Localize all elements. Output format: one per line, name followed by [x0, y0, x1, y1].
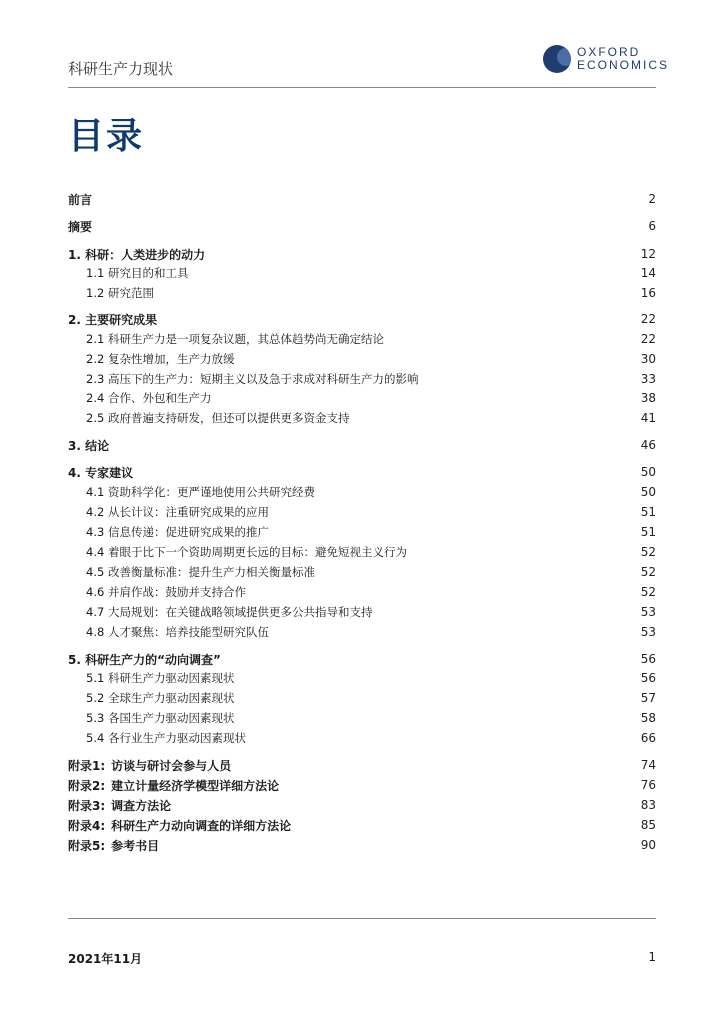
toc-entry-page: 56 [640, 671, 656, 685]
toc-entry-label: 4.4 着眼于比下一个资助周期更长远的目标：避免短视主义行为 [86, 545, 407, 559]
toc-appendix-prefix: 附录5: [68, 838, 106, 853]
footer-date: 2021年11月 [68, 952, 143, 966]
toc-entry[interactable] [68, 523, 656, 541]
toc-entry-label: 前言 [68, 192, 93, 207]
toc-entry-page: 85 [640, 818, 656, 832]
toc-entry-label: 4.5 改善衡量标准：提升生产力相关衡量标准 [86, 565, 315, 579]
oxford-economics-logo [543, 45, 669, 73]
toc-entry-label: 1.1 研究目的和工具 [86, 266, 189, 280]
toc-appendix-title: 建立计量经济学模型详细方法论 [111, 778, 280, 793]
toc-entry[interactable] [68, 623, 656, 641]
toc-entry-page: 6 [648, 219, 656, 233]
logo-globe-icon [543, 45, 571, 73]
toc-appendix-prefix: 附录2: [68, 778, 106, 793]
toc-appendix-prefix: 附录4: [68, 818, 106, 833]
toc-entry-label: 1.2 研究范围 [86, 286, 154, 300]
toc-entry-page: 16 [640, 286, 656, 300]
toc-entry-page: 12 [640, 247, 656, 261]
toc-appendix-title: 科研生产力动向调查的详细方法论 [111, 818, 292, 833]
toc-entry[interactable] [68, 836, 656, 854]
toc-entry-label [68, 817, 291, 834]
toc-entry[interactable] [68, 436, 656, 454]
toc-entry-label: 2.4 合作、外包和生产力 [86, 391, 212, 405]
toc-entry-page: 50 [640, 465, 656, 479]
toc-entry[interactable] [68, 330, 656, 348]
toc-entry[interactable] [68, 370, 656, 388]
toc-entry-label: 4.1 资助科学化：更严谨地使用公共研究经费 [86, 485, 315, 499]
toc-entry-page: 52 [640, 545, 656, 559]
toc-entry-page: 57 [640, 691, 656, 705]
toc-entry-label: 4. 专家建议 [68, 465, 134, 480]
toc-entry-page: 22 [640, 332, 656, 346]
toc-entry-page: 14 [640, 266, 656, 280]
toc-entry[interactable] [68, 563, 656, 581]
logo-line-2: ECONOMICS [577, 58, 670, 72]
toc-entry-page: 74 [640, 758, 656, 772]
toc-entry-page: 76 [640, 778, 656, 792]
toc-entry-label: 5.4 各行业生产力驱动因素现状 [86, 731, 246, 745]
toc-entry[interactable] [68, 709, 656, 727]
toc-entry-label: 5. 科研生产力的“动向调查” [68, 652, 221, 667]
toc-entry-label [68, 777, 279, 794]
toc-entry[interactable] [68, 603, 656, 621]
toc-entry-page: 30 [640, 352, 656, 366]
toc-appendix-title: 调查方法论 [111, 798, 172, 813]
toc-entry-page: 50 [640, 485, 656, 499]
toc-entry[interactable] [68, 389, 656, 407]
toc-entry-label: 3. 结论 [68, 438, 110, 453]
toc-entry-page: 56 [640, 652, 656, 666]
toc-appendix-title: 访谈与研讨会参与人员 [111, 758, 232, 773]
toc-entry-page: 52 [640, 565, 656, 579]
toc-entry-page: 66 [640, 731, 656, 745]
page-title: 目录 [68, 116, 145, 157]
toc-entry-label: 4.3 信息传递：促进研究成果的推广 [86, 525, 269, 539]
toc-entry[interactable] [68, 776, 656, 794]
header-title: 科研生产力现状 [68, 60, 174, 78]
toc-entry[interactable] [68, 729, 656, 747]
toc-entry[interactable] [68, 543, 656, 561]
toc-entry[interactable] [68, 483, 656, 501]
toc-entry[interactable] [68, 284, 656, 302]
toc-entry[interactable] [68, 245, 656, 263]
toc-entry[interactable] [68, 409, 656, 427]
toc-entry-label: 4.2 从长计议：注重研究成果的应用 [86, 505, 269, 519]
toc-entry-label: 2.2 复杂性增加，生产力放缓 [86, 352, 235, 366]
toc-entry-label: 1. 科研：人类进步的动力 [68, 247, 206, 262]
toc-entry[interactable] [68, 650, 656, 668]
toc-entry[interactable] [68, 503, 656, 521]
toc-entry[interactable] [68, 190, 656, 208]
header-divider [68, 87, 656, 88]
toc-appendix-prefix: 附录1: [68, 758, 106, 773]
toc-entry-label [68, 757, 231, 774]
toc-entry-page: 53 [640, 605, 656, 619]
footer-divider [68, 918, 656, 919]
toc-appendix-title: 参考书目 [111, 838, 160, 853]
toc-entry-label: 4.7 大局规划：在关键战略领域提供更多公共指导和支持 [86, 605, 373, 619]
toc-entry[interactable] [68, 264, 656, 282]
toc-entry-page: 52 [640, 585, 656, 599]
logo-line-1: OXFORD [577, 45, 641, 59]
toc-entry-page: 2 [648, 192, 656, 206]
toc-entry-label: 4.6 并肩作战：鼓励并支持合作 [86, 585, 246, 599]
toc-entry-page: 33 [640, 372, 656, 386]
toc-entry-label: 2.3 高压下的生产力：短期主义以及急于求成对科研生产力的影响 [86, 372, 419, 386]
toc-entry-page: 41 [640, 411, 656, 425]
toc-entry[interactable] [68, 816, 656, 834]
toc-entry-page: 22 [640, 312, 656, 326]
toc-entry-page: 38 [640, 391, 656, 405]
toc-entry[interactable] [68, 217, 656, 235]
toc-entry-label: 2.5 政府普遍支持研发，但还可以提供更多资金支持 [86, 411, 350, 425]
toc-entry-label: 摘要 [68, 219, 93, 234]
toc-entry-page: 83 [640, 798, 656, 812]
toc-entry[interactable] [68, 583, 656, 601]
toc-entry-page: 46 [640, 438, 656, 452]
footer-page-number: 1 [648, 950, 656, 964]
toc-entry[interactable] [68, 310, 656, 328]
toc-entry-label: 2.1 科研生产力是一项复杂议题，其总体趋势尚无确定结论 [86, 332, 384, 346]
toc-entry[interactable] [68, 689, 656, 707]
toc-entry[interactable] [68, 669, 656, 687]
toc-entry-page: 51 [640, 525, 656, 539]
toc-entry-page: 90 [640, 838, 656, 852]
toc-entry-label: 5.3 各国生产力驱动因素现状 [86, 711, 235, 725]
toc-entry[interactable] [68, 350, 656, 368]
toc-entry[interactable] [68, 796, 656, 814]
toc-entry-label: 5.1 科研生产力驱动因素现状 [86, 671, 235, 685]
toc-entry-page: 58 [640, 711, 656, 725]
toc-appendix-prefix: 附录3: [68, 798, 106, 813]
toc-entry[interactable] [68, 463, 656, 481]
toc-entry-label: 2. 主要研究成果 [68, 312, 158, 327]
toc-entry-label: 5.2 全球生产力驱动因素现状 [86, 691, 235, 705]
toc-entry[interactable] [68, 756, 656, 774]
toc-entry-page: 51 [640, 505, 656, 519]
toc-entry-label: 4.8 人才聚焦：培养技能型研究队伍 [86, 625, 269, 639]
toc-entry-page: 53 [640, 625, 656, 639]
toc-entry-label [68, 797, 171, 814]
toc-entry-label [68, 837, 159, 854]
